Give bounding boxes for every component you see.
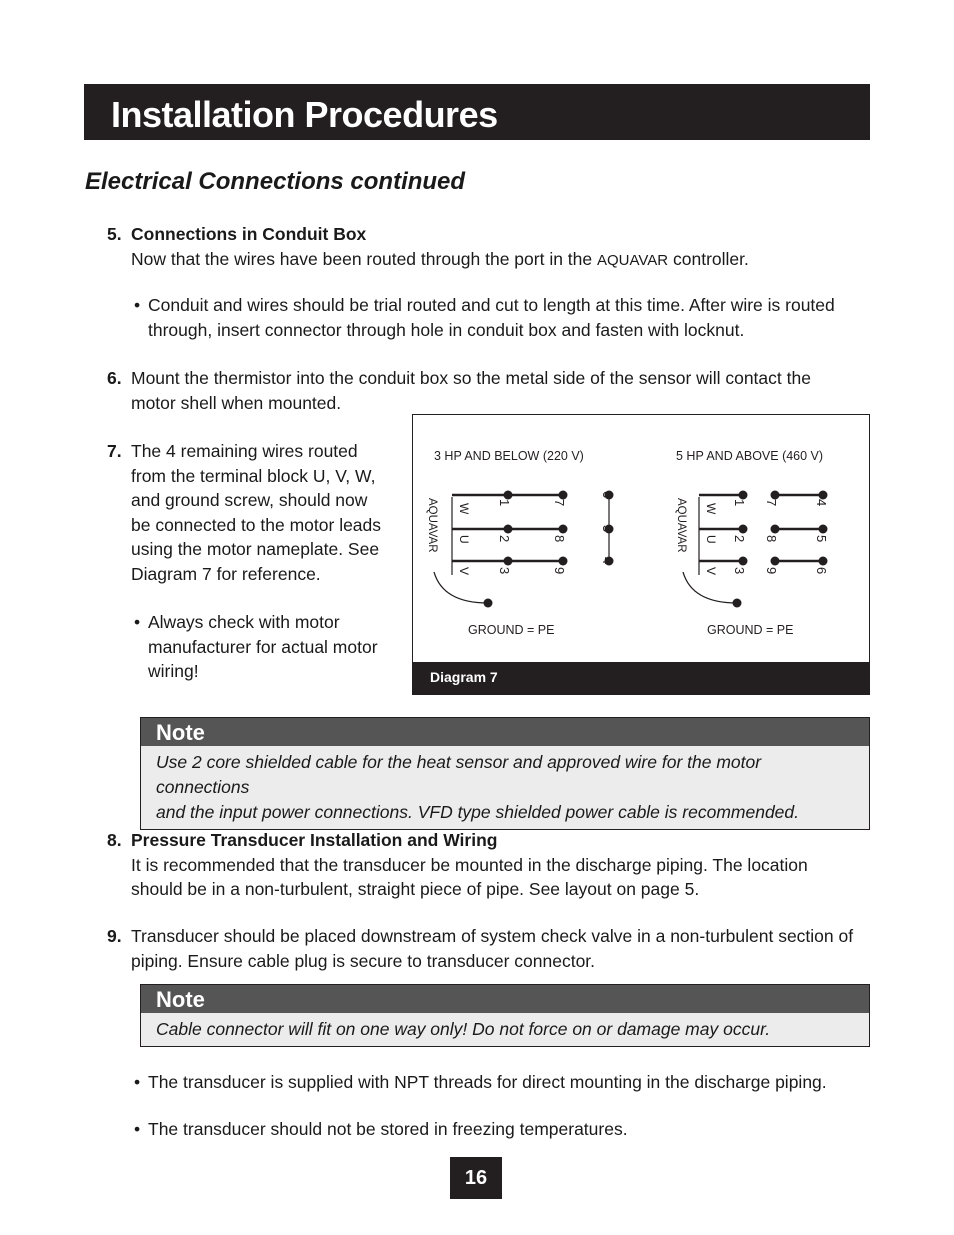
step-5 xyxy=(131,222,749,273)
step-6 xyxy=(131,366,811,415)
page-header-bar xyxy=(84,84,870,140)
terminal-number: 5 xyxy=(814,535,829,543)
phase-label: V xyxy=(457,567,471,576)
terminal-dot xyxy=(504,557,513,566)
note-line-2: and the input power connections. VFD type shielded power cable is recommended. xyxy=(156,802,800,822)
step-7-line: Diagram 7 for reference. xyxy=(131,563,321,584)
terminal-number: 7 xyxy=(764,499,779,507)
terminal-number: 6 xyxy=(814,567,829,575)
terminal-number: 1 xyxy=(497,499,512,507)
note-heading: Note xyxy=(141,718,869,746)
step-9-line-2: piping. Ensure cable plug is secure to transducer connector. xyxy=(131,950,596,971)
step-7-bullet-line: manufacturer for actual motor xyxy=(148,636,378,657)
diagram-left-side-label: AQUAVAR xyxy=(426,498,438,553)
terminal-number: 6 xyxy=(600,491,615,499)
terminal-number: 9 xyxy=(764,567,779,575)
terminal-number: 3 xyxy=(497,567,512,575)
ground-wire xyxy=(683,572,737,603)
terminal-number: 1 xyxy=(732,499,747,507)
terminal-number: 8 xyxy=(764,535,779,543)
step-8-heading: Pressure Transducer Installation and Wiring xyxy=(131,830,498,850)
terminal-number: 9 xyxy=(552,567,567,575)
step-7 xyxy=(131,439,381,586)
terminal-number: 2 xyxy=(497,535,512,543)
terminal-dot xyxy=(504,525,513,534)
wiring-diagram xyxy=(412,414,870,695)
terminal-dot xyxy=(771,525,780,534)
phase-label: V xyxy=(704,567,718,576)
diagram-right-ground-label: GROUND = PE xyxy=(707,623,794,637)
terminal-dot xyxy=(819,557,828,566)
step-8-line-2: should be in a non-turbulent, straight piece of pipe. See layout on page 5. xyxy=(131,879,700,899)
page-number: 16 xyxy=(450,1157,502,1199)
step-6-number: 6. xyxy=(107,368,122,388)
step-7-line: and ground screw, should now xyxy=(131,490,368,510)
step-9-line-1: Transducer should be placed downstream of system check valve in a non-turbulent section of xyxy=(131,926,854,946)
terminal-number: 8 xyxy=(552,535,567,543)
terminal-dot xyxy=(819,525,828,534)
step-9-number: 9. xyxy=(107,926,122,946)
step-5-bullet-line-1: Conduit and wires should be trial routed and cut to length at this time. After wire is routed xyxy=(148,295,835,315)
step-5-bullet-line-2: through, insert connector through hole in conduit box and fasten with locknut. xyxy=(148,319,745,340)
phase-label: W xyxy=(704,503,718,515)
terminal-dot xyxy=(739,557,748,566)
bullet-npt: The transducer is supplied with NPT threads for direct mounting in the discharge piping. xyxy=(148,1072,827,1092)
terminal-number: 5 xyxy=(600,525,615,533)
terminal-dot xyxy=(559,557,568,566)
ground-dot xyxy=(733,599,742,608)
step-5-number: 5. xyxy=(107,224,122,244)
step-5-bullet xyxy=(148,293,835,342)
terminal-dot xyxy=(559,525,568,534)
step-7-number: 7. xyxy=(107,441,122,461)
note-body: Cable connector will fit on one way only! Do not force on or damage may occur. xyxy=(156,1019,771,1039)
brand-name: AQUAVAR xyxy=(597,251,669,269)
diagram-right-side-label: AQUAVAR xyxy=(675,498,687,553)
note-box-connector xyxy=(140,984,870,1047)
ground-dot xyxy=(484,599,493,608)
diagram-left xyxy=(426,449,615,637)
terminal-number: 4 xyxy=(814,499,829,507)
note-body xyxy=(141,746,869,829)
note-box-cable xyxy=(140,717,870,830)
diagram-left-title: 3 HP AND BELOW (220 V) xyxy=(434,449,584,463)
terminal-number: 4 xyxy=(600,557,615,565)
step-7-line: The 4 remaining wires routed xyxy=(131,441,358,461)
step-5-heading: Connections in Conduit Box xyxy=(131,224,367,244)
note-line-1: Use 2 core shielded cable for the heat sensor and approved wire for the motor connections xyxy=(156,752,762,797)
bullet-marker: • xyxy=(134,1072,141,1092)
terminal-number: 2 xyxy=(732,535,747,543)
step-7-bullet xyxy=(148,610,378,684)
step-5-bullet-marker: • xyxy=(134,295,141,315)
step-8-number: 8. xyxy=(107,830,122,850)
step-5-text-after: controller. xyxy=(668,248,749,269)
step-9 xyxy=(131,924,853,973)
diagram-right xyxy=(675,449,829,637)
step-7-bullet-line: Always check with motor xyxy=(148,612,340,632)
step-7-line: using the motor nameplate. See xyxy=(131,539,380,559)
page-title: Installation Procedures xyxy=(111,94,498,135)
terminal-number: 3 xyxy=(732,567,747,575)
step-5-text xyxy=(131,247,749,274)
phase-label: W xyxy=(457,503,471,515)
step-7-bullet-line: wiring! xyxy=(148,661,199,681)
diagram-right-title: 5 HP AND ABOVE (460 V) xyxy=(676,449,824,463)
step-5-text-before: Now that the wires have been routed through the port in the xyxy=(131,248,597,269)
terminal-dot xyxy=(771,557,780,566)
wiring-diagram-svg xyxy=(413,415,869,662)
step-7-bullet-marker: • xyxy=(134,612,141,632)
step-6-line-1: Mount the thermistor into the conduit box so the metal side of the sensor will contact the xyxy=(131,368,811,388)
step-7-line: be connected to the motor leads xyxy=(131,514,382,535)
section-title: Electrical Connections continued xyxy=(85,168,466,195)
terminal-number: 7 xyxy=(552,499,567,507)
diagram-caption-bar xyxy=(413,662,869,694)
bullet-freezing: The transducer should not be stored in freezing temperatures. xyxy=(148,1119,628,1139)
ground-wire xyxy=(434,572,488,603)
bullet-marker: • xyxy=(134,1119,141,1139)
diagram-caption: Diagram 7 xyxy=(430,669,498,685)
step-6-line-2: motor shell when mounted. xyxy=(131,392,342,413)
step-8 xyxy=(131,828,808,902)
step-7-line: from the terminal block U, V, W, xyxy=(131,465,376,486)
note-heading: Note xyxy=(141,985,869,1013)
diagram-left-ground-label: GROUND = PE xyxy=(468,623,555,637)
phase-label: U xyxy=(457,535,471,544)
phase-label: U xyxy=(704,535,718,544)
step-8-line-1: It is recommended that the transducer be mounted in the discharge piping. The location xyxy=(131,854,808,875)
terminal-dot xyxy=(739,525,748,534)
